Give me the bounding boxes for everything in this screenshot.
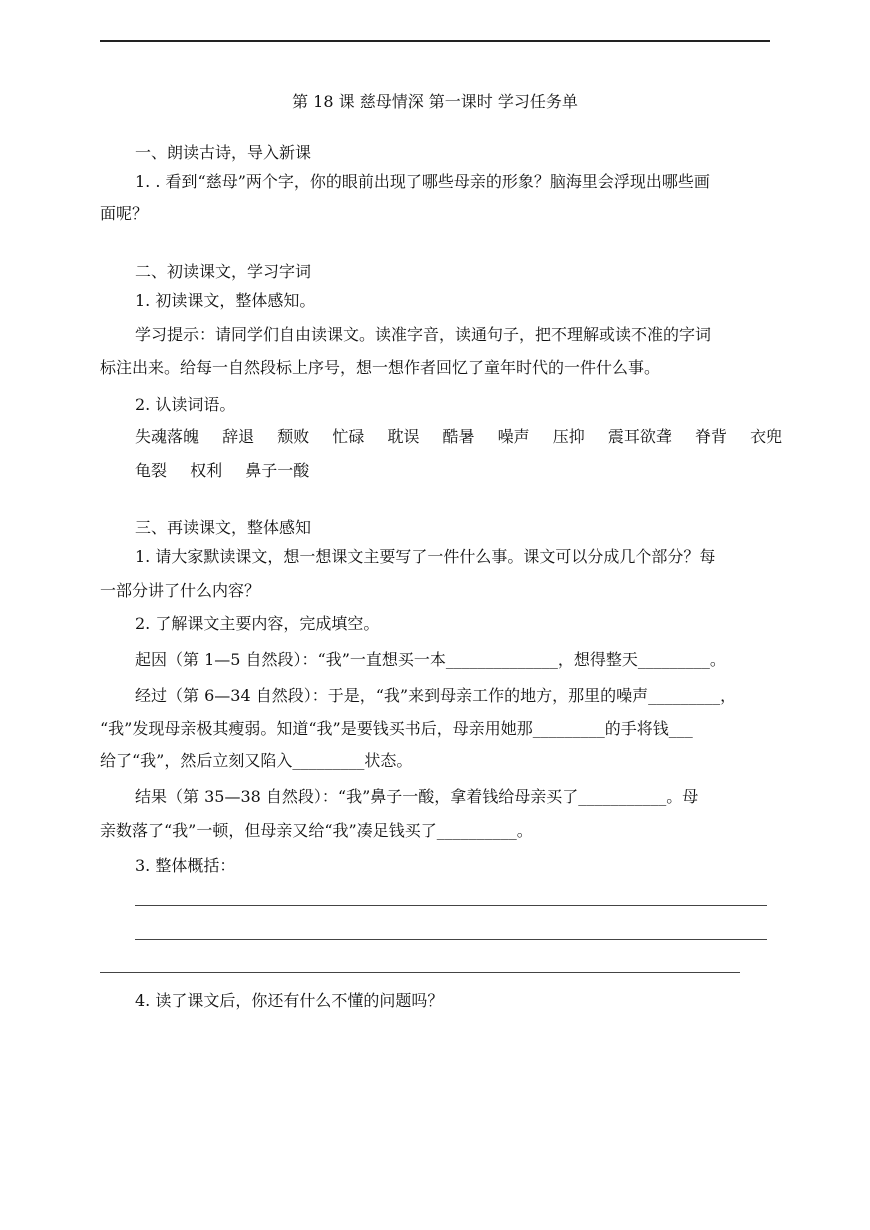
word-list-row1 [135, 427, 782, 447]
s3-question3: 3. 整体概括： [135, 856, 236, 875]
vocab-word: 鼻子一酸 [245, 461, 310, 480]
vocab-word: 龟裂 [135, 461, 168, 480]
answer-line [135, 905, 767, 906]
vocab-word: 压抑 [552, 427, 585, 446]
section3-heading: 三、再读课文，整体感知 [135, 518, 312, 537]
fill-in-process-line3: 给了“我”，然后立刻又陷入_________状态。 [100, 751, 413, 770]
fill-in-process-line2: “我”发现母亲极其瘦弱。知道“我”是要钱买书后，母亲用她那_________的手将钱___ [100, 719, 693, 738]
s1-question1-line2: 面呢？ [100, 204, 149, 223]
vocab-word: 耽误 [387, 427, 420, 446]
s2-hint-line2: 标注出来。给每一自然段标上序号，想一想作者回忆了童年时代的一件什么事。 [100, 358, 661, 377]
vocab-word: 脊背 [694, 427, 727, 446]
vocab-word: 忙碌 [332, 427, 365, 446]
s2-item2: 2. 认读词语。 [135, 395, 236, 414]
s3-question1-line1: 1. 请大家默读课文，想一想课文主要写了一件什么事。课文可以分成几个部分？每 [135, 547, 716, 566]
vocab-word: 噪声 [497, 427, 530, 446]
fill-in-result-line2: 亲数落了“我”一顿，但母亲又给“我”凑足钱买了__________。 [100, 821, 533, 840]
vocab-word: 衣兜 [750, 427, 783, 446]
page-title: 第 18 课 慈母情深 第一课时 学习任务单 [292, 92, 578, 111]
answer-line [100, 972, 740, 973]
fill-in-result-line1: 结果（第 35—38 自然段）：“我”鼻子一酸，拿着钱给母亲买了___________。母 [135, 787, 699, 806]
fill-in-process-line1: 经过（第 6—34 自然段）：于是，“我”来到母亲工作的地方，那里的噪声_________， [135, 686, 737, 705]
vocab-word: 失魂落魄 [135, 427, 200, 446]
s3-question2: 2. 了解课文主要内容，完成填空。 [135, 614, 380, 633]
header-rule [100, 40, 770, 42]
vocab-word: 酷暑 [442, 427, 475, 446]
s2-hint-line1: 学习提示：请同学们自由读课文。读准字音，读通句子，把不理解或读不准的字词 [135, 325, 712, 344]
s2-item1: 1. 初读课文，整体感知。 [135, 291, 316, 310]
section1-heading: 一、朗读古诗，导入新课 [135, 143, 312, 162]
answer-line [135, 939, 767, 940]
vocab-word: 权利 [190, 461, 223, 480]
s3-question4: 4. 读了课文后，你还有什么不懂的问题吗？ [135, 991, 444, 1010]
s1-question1-line1: 1. . 看到“慈母”两个字，你的眼前出现了哪些母亲的形象？脑海里会浮现出哪些画 [135, 172, 710, 191]
fill-in-cause: 起因（第 1—5 自然段）：“我”一直想买一本______________，想得整天_________。 [135, 650, 726, 669]
section2-heading: 二、初读课文，学习字词 [135, 262, 312, 281]
s3-question1-line2: 一部分讲了什么内容？ [100, 581, 261, 600]
vocab-word: 震耳欲聋 [607, 427, 672, 446]
vocab-word: 辞退 [222, 427, 255, 446]
vocab-word: 颓败 [277, 427, 310, 446]
word-list-row2 [135, 461, 327, 481]
